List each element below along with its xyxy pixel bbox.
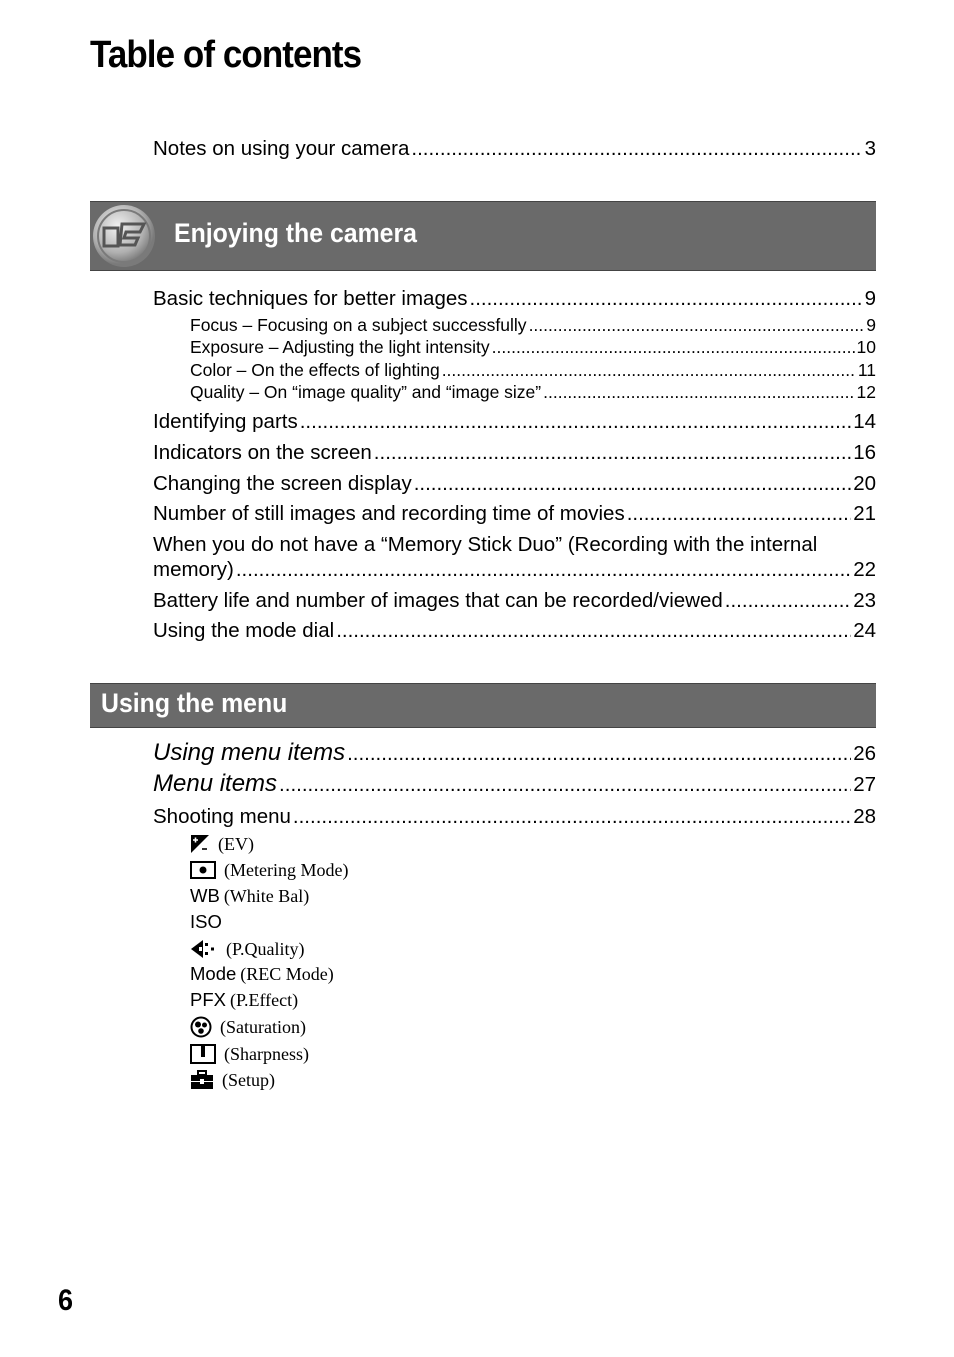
- toc-entry[interactable]: Menu items ..... 27: [153, 772, 876, 797]
- menu-item-sharpness[interactable]: (Sharpness): [190, 1042, 309, 1066]
- toc-entry-wrapped-end[interactable]: memory) ..... 22: [153, 558, 876, 582]
- menu-item-white-balance[interactable]: WB (White Bal): [190, 885, 310, 906]
- menu-item-metering-mode[interactable]: (Metering Mode): [190, 858, 348, 882]
- page-title: Table of contents: [90, 34, 362, 76]
- page-number: 6: [58, 1284, 74, 1317]
- toc-subentry[interactable]: Quality – On “image quality” and “image size” ..... 12: [190, 382, 876, 403]
- sharpness-icon: [190, 1044, 216, 1064]
- menu-item-saturation[interactable]: (Saturation): [190, 1015, 306, 1039]
- toc-entry-notes[interactable]: Notes on using your camera ..... 3: [153, 137, 876, 161]
- toc-entry[interactable]: Battery life and number of images that can be recorded/viewed ..... 23: [153, 589, 876, 613]
- toc-entry[interactable]: Indicators on the screen ..... 16: [153, 441, 876, 465]
- toc-subentry[interactable]: Color – On the effects of lighting ..... 11: [190, 360, 876, 381]
- camera-chapter-icon: [90, 202, 160, 270]
- menu-item-picture-effect[interactable]: PFX (P.Effect): [190, 989, 299, 1010]
- toc-entry[interactable]: Using the mode dial ..... 24: [153, 619, 876, 643]
- image-quality-icon: [190, 939, 218, 959]
- setup-toolbox-icon: [190, 1070, 214, 1090]
- section-title: Enjoying the camera: [174, 218, 417, 248]
- toc-entry[interactable]: Using menu items ..... 26: [153, 741, 876, 766]
- toc-subentry[interactable]: Exposure – Adjusting the light intensity ..... 10: [190, 337, 876, 358]
- menu-item-rec-mode[interactable]: Mode (REC Mode): [190, 963, 334, 984]
- menu-item-image-quality[interactable]: (P.Quality): [190, 937, 305, 961]
- toc-entry-wrapped[interactable]: When you do not have a “Memory Stick Duo” (Recording with the internal: [153, 533, 818, 556]
- menu-item-ev[interactable]: (EV): [190, 832, 254, 856]
- toc-entry[interactable]: Changing the screen display ..... 20: [153, 472, 876, 496]
- saturation-icon: [190, 1016, 212, 1038]
- toc-entry[interactable]: Basic techniques for better images ..... 9: [153, 287, 876, 311]
- toc-entry[interactable]: Number of still images and recording time of movies ..... 21: [153, 502, 876, 526]
- menu-item-iso[interactable]: ISO: [190, 911, 222, 932]
- section-header-using-menu: [90, 683, 876, 728]
- toc-subentry[interactable]: Focus – Focusing on a subject successfully ..... 9: [190, 315, 876, 336]
- section-header-enjoying-camera: [90, 201, 876, 271]
- metering-mode-icon: [190, 860, 216, 880]
- toc-entry[interactable]: Identifying parts ..... 14: [153, 410, 876, 434]
- section-title: Using the menu: [101, 688, 288, 718]
- toc-entry[interactable]: Shooting menu ..... 28: [153, 805, 876, 829]
- ev-icon: [190, 834, 210, 854]
- menu-item-setup[interactable]: (Setup): [190, 1068, 275, 1092]
